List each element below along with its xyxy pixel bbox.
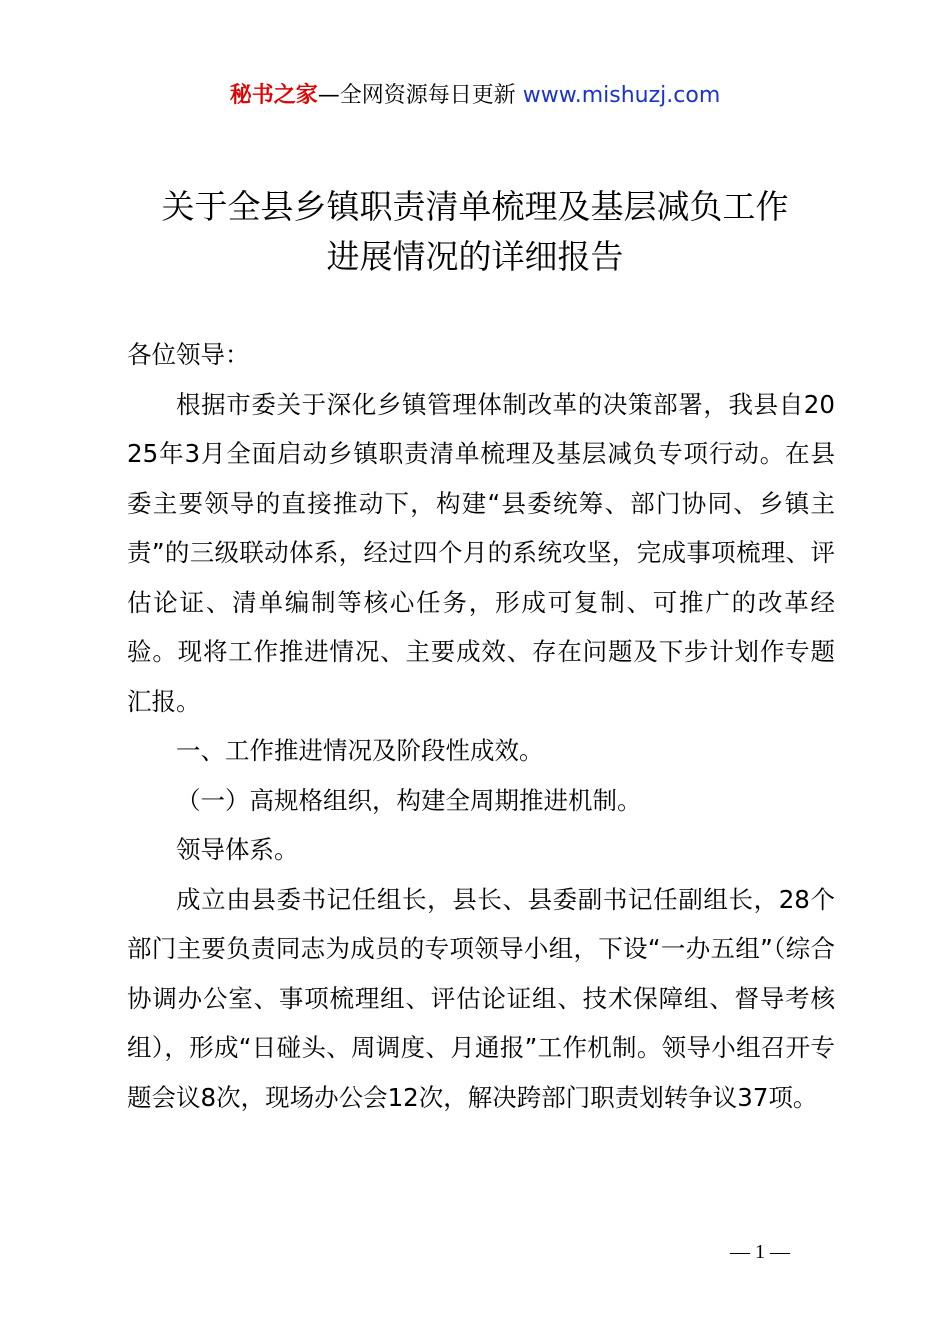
intro-paragraph: 根据市委关于深化乡镇管理体制改革的决策部署，我县自2025年3月全面启动乡镇职责清单梳理及基层减负专项行动。在县委主要领导的直接推动下，构建“县委统筹、部门协同、乡镇主责”的三级联动体系，经过四个月的系统攻坚，完成事项梳理、评估论证、清单编制等核心任务，形成可复制、可推广的改革经验。现将工作推进情况、主要成效、存在问题及下步计划作专题汇报。 (127, 389, 835, 716)
document-body (127, 330, 835, 1122)
salutation: 各位领导： (127, 340, 250, 369)
title-line-1: 关于全县乡镇职责清单梳理及基层减负工作 (161, 187, 789, 226)
brand-name: 秘书之家 (229, 83, 318, 108)
site-slogan: —全网资源每日更新 (317, 83, 523, 108)
subsection-heading: （一）高规格组织，构建全周期推进机制。 (176, 785, 642, 815)
site-header (0, 80, 950, 112)
topic-heading: 领导体系。 (176, 835, 299, 864)
section-heading: 一、工作推进情况及阶段性成效。 (176, 736, 544, 765)
document-title (60, 182, 890, 282)
body-paragraph: 成立由县委书记任组长，县长、县委副书记任副组长，28个部门主要负责同志为成员的专项领导小组，下设“一办五组”（综合协调办公室、事项梳理组、评估论证组、技术保障组、督导考核组），形成“日碰头、周调度、月通报”工作机制。领导小组召开专题会议8次，现场办公会12次，解决跨部门职责划转争议37项。 (127, 884, 835, 1112)
site-url-link[interactable]: www.mishuzj.com (522, 83, 721, 108)
page-number: — 1 — (730, 1241, 790, 1263)
title-line-2: 进展情况的详细报告 (326, 237, 624, 276)
